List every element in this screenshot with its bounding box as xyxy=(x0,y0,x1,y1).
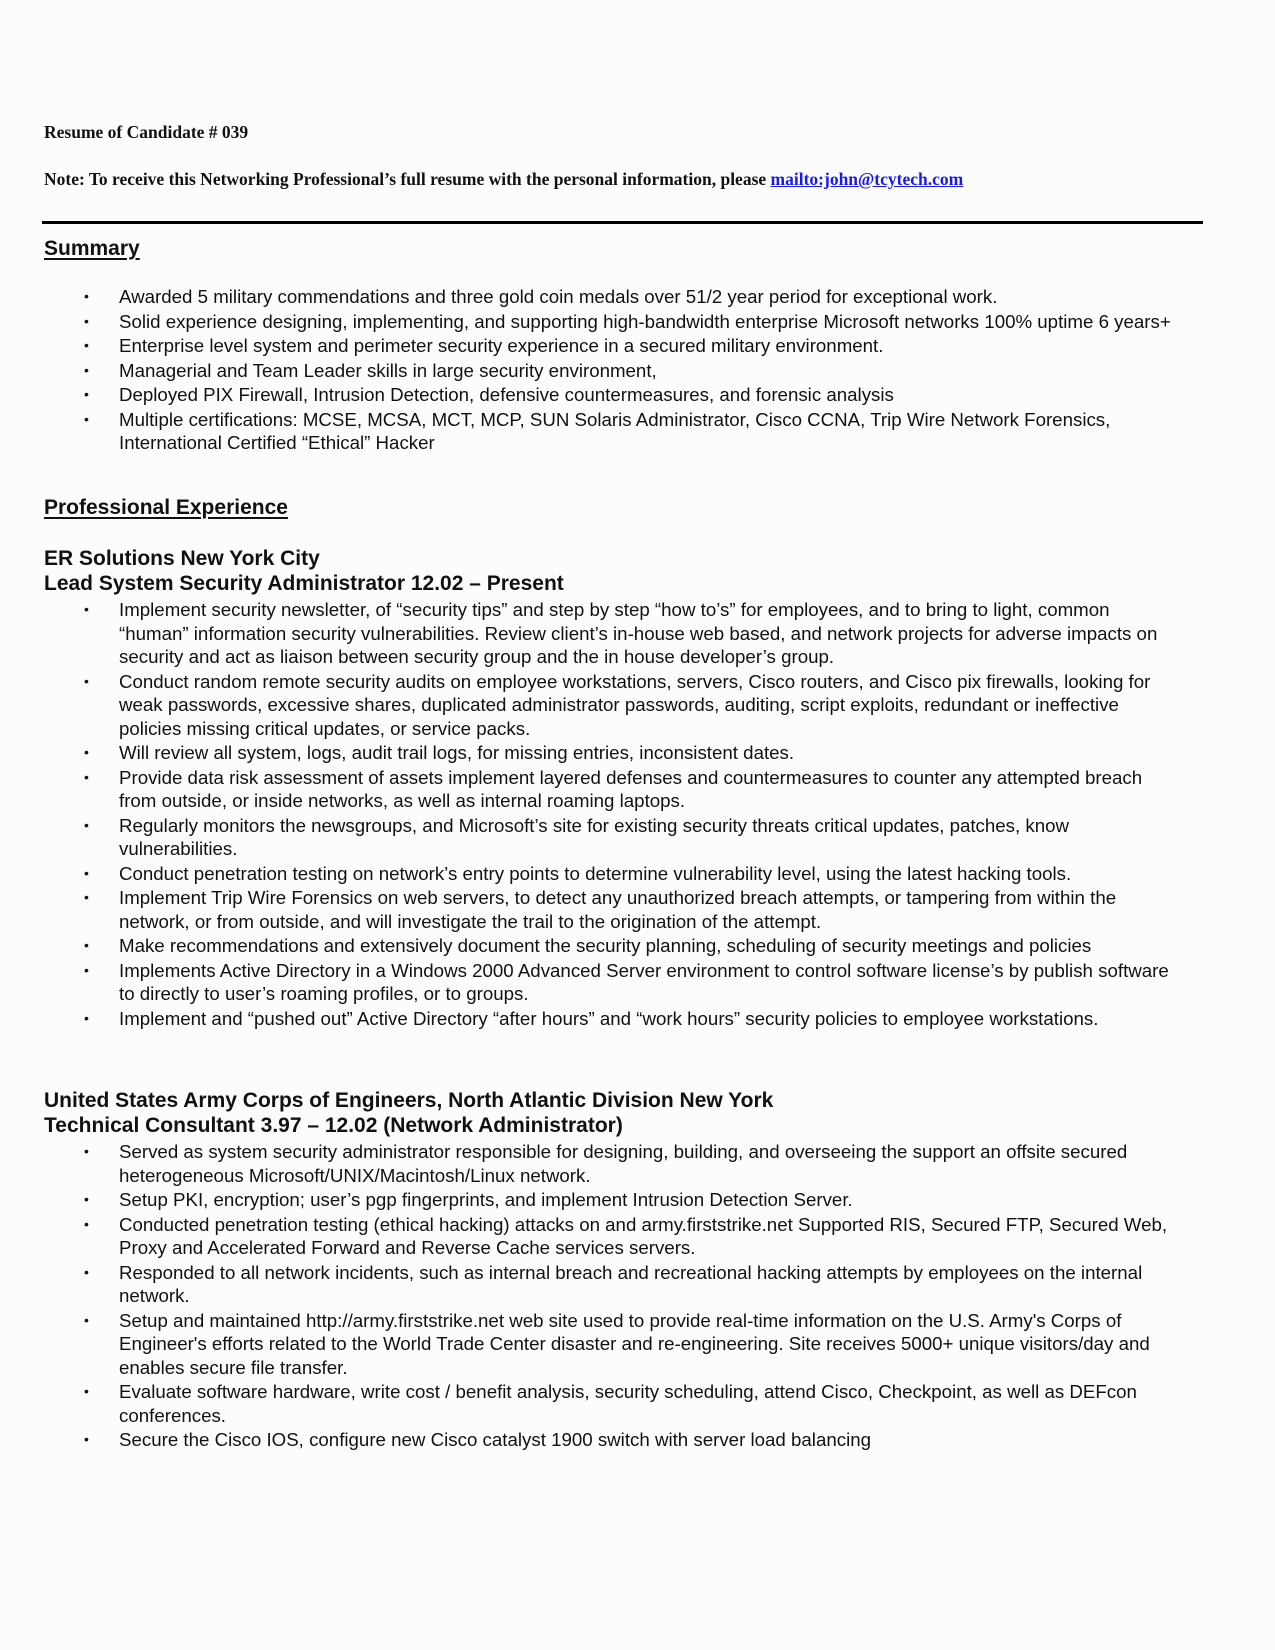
job-duty: • Will review all system, logs, audit trail logs, for missing entries, inconsistent dates. xyxy=(84,742,795,763)
job-duty: • Conduct penetration testing on network’s entry points to determine vulnerability level, using the latest hacking tools. xyxy=(84,862,1072,884)
bullet-icon: • xyxy=(84,361,89,378)
bullet-icon: • xyxy=(84,1263,89,1280)
summary-item: • Solid experience designing, implementing, and supporting high-bandwidth enterprise Microsoft networks 100% uptime 6 years+ xyxy=(84,310,1171,332)
bullet-icon: • xyxy=(84,1431,89,1447)
experience-heading: Professional Experience xyxy=(44,496,288,519)
job-duties-list xyxy=(0,598,1200,1031)
bullet-icon: • xyxy=(84,1383,89,1399)
job-title: Lead System Security Administrator 12.02 – Present xyxy=(44,572,564,595)
job-duties-list xyxy=(0,1140,1200,1453)
bullet-icon: • xyxy=(84,889,89,905)
job-duty: • Evaluate software hardware, write cost / benefit analysis, security scheduling, attend Cisco, Checkpoint, as well as DEFcon conferences. xyxy=(84,1381,1137,1426)
job-duty: • Make recommendations and extensively document the security planning, scheduling of security meetings and policies xyxy=(84,935,1092,956)
contact-email-link[interactable]: mailto:john@tcytech.com xyxy=(770,169,964,189)
bullet-icon: • xyxy=(84,816,89,833)
job-title: Technical Consultant 3.97 – 12.02 (Network Administrator) xyxy=(44,1114,623,1137)
bullet-icon: • xyxy=(84,768,89,785)
job-duty: • Setup PKI, encryption; user’s pgp fingerprints, and implement Intrusion Detection Server. xyxy=(84,1189,853,1210)
summary-heading: Summary xyxy=(44,237,140,260)
job-duty: • Conducted penetration testing (ethical hacking) attacks on and army.firststrike.net Supported RIS, Secured FTP, Secured Web, Proxy and Accelerated Forward and Reverse Cache services servers. xyxy=(84,1213,1168,1258)
bullet-icon: • xyxy=(84,601,89,617)
bullet-icon: • xyxy=(84,937,89,953)
summary-item: • Managerial and Team Leader skills in large security environment, xyxy=(84,359,657,381)
job-duty: • Conduct random remote security audits on employee workstations, servers, Cisco routers, and Cisco pix firewalls, looking for weak passwords, excessive shares, duplicated administrator passwords, auditing, script exploits, redundant or ineffective policies missing critical updates, or service packs. xyxy=(84,670,1151,739)
summary-item: • Awarded 5 military commendations and three gold coin medals over 51/2 year period for exceptional work. xyxy=(84,286,998,307)
job-duty: • Secure the Cisco IOS, configure new Cisco catalyst 1900 switch with server load balancing xyxy=(84,1429,872,1450)
bullet-icon: • xyxy=(84,1215,89,1232)
bullet-icon: • xyxy=(84,1143,89,1159)
summary-item: • Deployed PIX Firewall, Intrusion Detection, defensive countermeasures, and forensic analysis xyxy=(84,384,894,405)
job-duty: • Provide data risk assessment of assets implement layered defenses and countermeasures to counter any attempted breach from outside, or inside networks, as well as internal roaming laptops. xyxy=(84,766,1143,811)
bullet-icon: • xyxy=(84,744,89,760)
bullet-icon: • xyxy=(84,961,89,978)
bullet-icon: • xyxy=(84,337,89,353)
document-title: Resume of Candidate # 039 xyxy=(44,122,249,142)
bullet-icon: • xyxy=(84,312,89,329)
bullet-icon: • xyxy=(84,1191,89,1207)
bullet-icon: • xyxy=(84,672,89,689)
job-duty: • Regularly monitors the newsgroups, and Microsoft’s site for existing security threats critical updates, patches, know vulnerabilities. xyxy=(84,814,1070,859)
summary-item: • Enterprise level system and perimeter security experience in a secured military environment. xyxy=(84,335,884,356)
bullet-icon: • xyxy=(84,864,89,881)
summary-list xyxy=(0,285,1200,456)
job-duty: • Responded to all network incidents, such as internal breach and recreational hacking attempts by employees on the internal network. xyxy=(84,1261,1143,1306)
job-duty: • Served as system security administrator responsible for designing, building, and overseeing the support an offsite secured heterogeneous Microsoft/UNIX/Macintosh/Linux network. xyxy=(84,1141,1128,1186)
bullet-icon: • xyxy=(84,1311,89,1328)
job-duty: • Implement security newsletter, of “security tips” and step by step “how to’s” for employees, and to bring to light, common “human” information security vulnerabilities. Review client’s in-house web based, and network projects for adverse impacts on security and act as liaison between security group and the in house developer’s group. xyxy=(84,599,1158,667)
job-duty: • Implements Active Directory in a Windows 2000 Advanced Server environment to control software license’s by publish software to directly to user’s roaming profiles, or to groups. xyxy=(84,959,1169,1004)
bullet-icon: • xyxy=(84,386,89,402)
bullet-icon: • xyxy=(84,1009,89,1026)
job-company: United States Army Corps of Engineers, North Atlantic Division New York xyxy=(44,1089,774,1112)
contact-note-text: Note: To receive this Networking Professional’s full resume with the personal information, please xyxy=(44,169,771,189)
job-company: ER Solutions New York City xyxy=(44,547,320,570)
job-duty: • Implement and “pushed out” Active Directory “after hours” and “work hours” security policies to employee workstations. xyxy=(84,1007,1099,1029)
job-duty: • Implement Trip Wire Forensics on web servers, to detect any unauthorized breach attempts, or tampering from within the network, or from outside, and will investigate the trail to the origination of the attempt. xyxy=(84,887,1117,932)
header-divider xyxy=(42,221,1203,224)
summary-item: • Multiple certifications: MCSE, MCSA, MCT, MCP, SUN Solaris Administrator, Cisco CCNA, Trip Wire Network Forensics, International Certified “Ethical” Hacker xyxy=(84,408,1111,453)
bullet-icon: • xyxy=(84,410,89,427)
job-duty: • Setup and maintained http://army.firststrike.net web site used to provide real-time information on the U.S. Army's Corps of Engineer's efforts related to the World Trade Center disaster and re-engineering. Site receives 5000+ unique visitors/day and enables secure file transfer. xyxy=(84,1309,1150,1378)
contact-note xyxy=(44,171,963,189)
bullet-icon: • xyxy=(84,288,89,304)
